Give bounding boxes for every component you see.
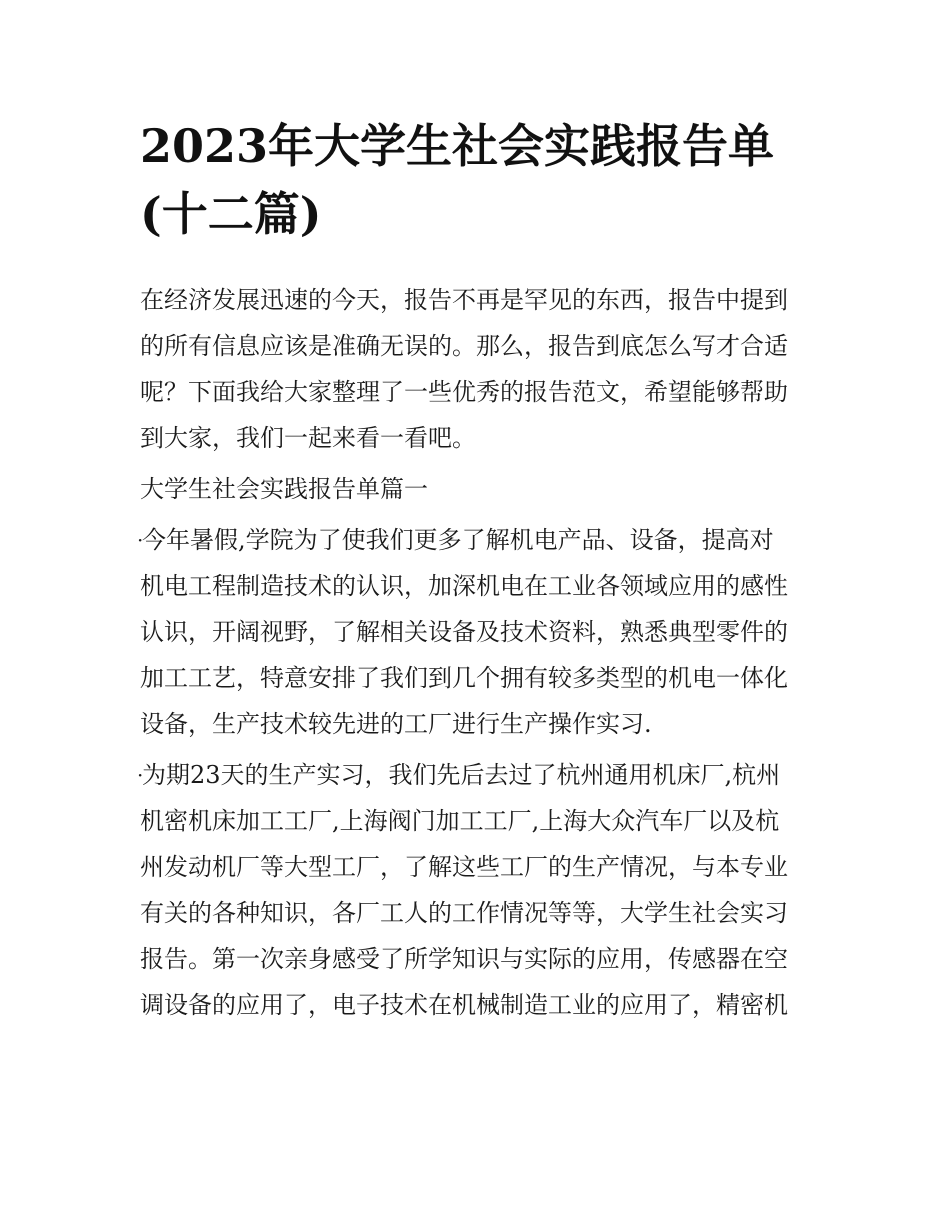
title-line: (十二篇): [140, 187, 322, 241]
intro-line: 的所有信息应该是准确无误的。那么，报告到底怎么写才合适: [140, 332, 788, 360]
bullet-mark: ·: [137, 528, 144, 552]
title-line: 2023年大学生社会实践报告单: [140, 119, 775, 173]
document-body: [137, 277, 820, 1028]
section-heading: 大学生社会实践报告单篇一: [140, 475, 428, 503]
paragraph-line: 设备，生产技术较先进的工厂进行生产操作实习.: [140, 710, 652, 738]
bullet-mark: ·: [137, 763, 144, 787]
document-title: [140, 112, 820, 248]
paragraph-line: 加工工艺，特意安排了我们到几个拥有较多类型的机电一体化: [140, 664, 788, 692]
paragraph-line: 报告。第一次亲身感受了所学知识与实际的应用，传感器在空: [140, 945, 788, 973]
paragraph-line: 认识，开阔视野，了解相关设备及技术资料，熟悉典型零件的: [140, 618, 788, 646]
intro-line: 呢？下面我给大家整理了一些优秀的报告范文，希望能够帮助: [140, 378, 788, 406]
paragraph-line: 机密机床加工工厂,上海阀门加工工厂,上海大众汽车厂以及杭: [140, 807, 780, 835]
intro-line: 到大家，我们一起来看一看吧。: [140, 424, 476, 452]
paragraph-line: 有关的各种知识，各厂工人的工作情况等等，大学生社会实习: [140, 899, 788, 927]
paragraph-line: 调设备的应用了，电子技术在机械制造工业的应用了，精密机: [140, 991, 788, 1019]
paragraph-line: [137, 752, 820, 798]
paragraph-line-text: 为期23天的生产实习，我们先后去过了杭州通用机床厂,杭州: [142, 761, 781, 789]
intro-line: 在经济发展迅速的今天，报告不再是罕见的东西，报告中提到: [140, 286, 788, 314]
paragraph-line: 州发动机厂等大型工厂，了解这些工厂的生产情况，与本专业: [140, 853, 788, 881]
paragraph-line-text: 今年暑假,学院为了使我们更多了解机电产品、设备，提高对: [142, 526, 774, 554]
paragraph-line: [137, 517, 820, 563]
paragraph-line: 机电工程制造技术的认识，加深机电在工业各领域应用的感性: [140, 572, 788, 600]
